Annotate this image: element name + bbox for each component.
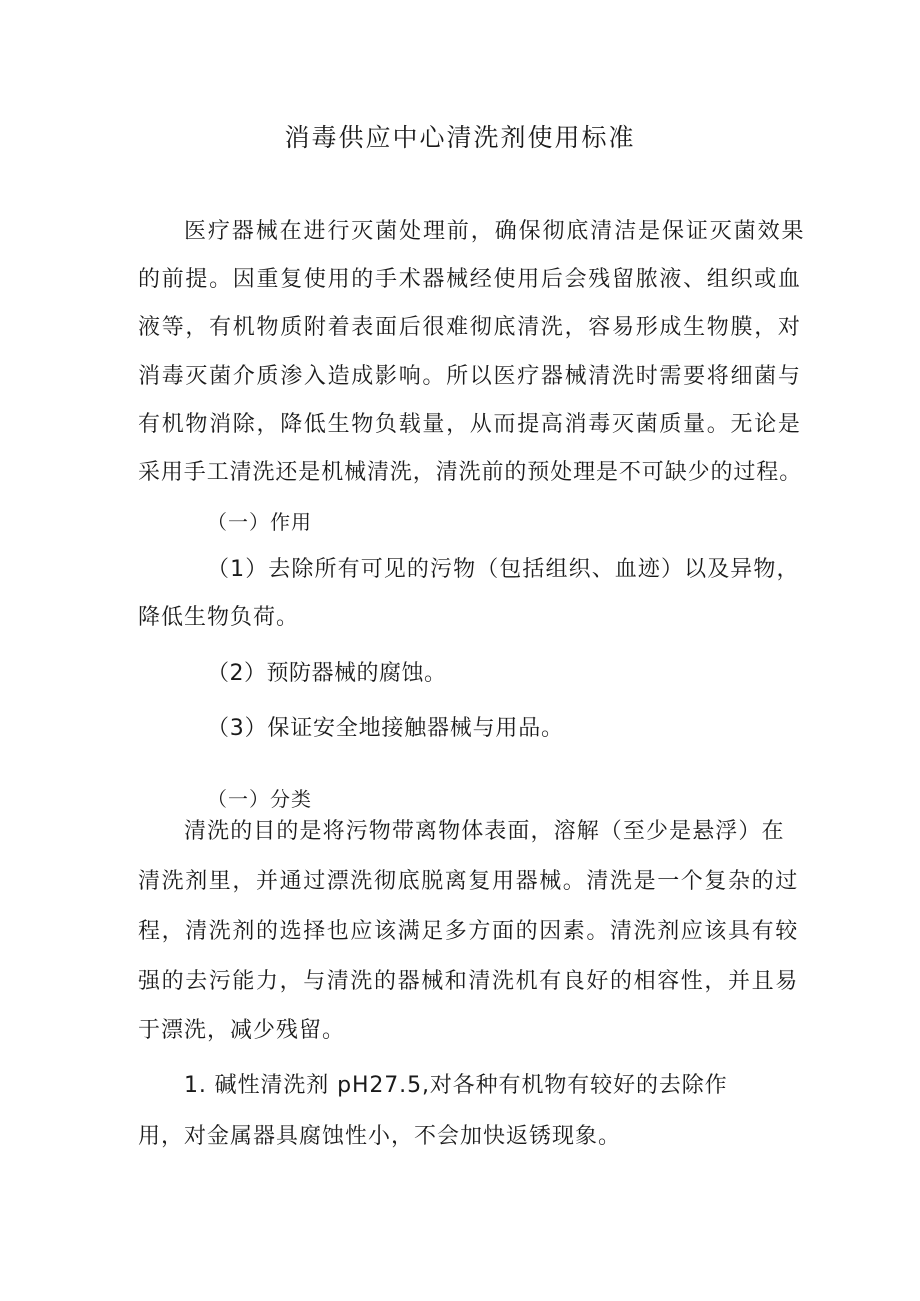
document-title: 消毒供应中心清洗剂使用标准 — [284, 123, 636, 152]
list-item: （1）去除所有可见的污物（包括组织、血迹）以及异物， — [207, 557, 800, 582]
list-item: （2）预防器械的腐蚀。 — [207, 661, 447, 686]
body-line: 强的去污能力，与清洗的器械和清洗机有良好的相容性，并且易 — [138, 969, 799, 994]
intro-line: 有机物消除，降低生物负载量，从而提高消毒灭菌质量。无论是 — [138, 412, 802, 437]
intro-line: 医疗器械在进行灭菌处理前，确保彻底清洁是保证灭菌效果 — [184, 219, 806, 244]
intro-line: 消毒灭菌介质渗入造成影响。所以医疗器械清洗时需要将细菌与 — [138, 364, 802, 389]
list-item: 1. 碱性清洗剂 pH27.5,对各种有机物有较好的去除作 — [184, 1073, 728, 1098]
section-heading: （一）作用 — [207, 510, 312, 534]
list-item-continuation: 用，对金属器具腐蚀性小，不会加快返锈现象。 — [138, 1124, 622, 1149]
list-item-continuation: 降低生物负荷。 — [138, 605, 300, 630]
intro-line: 的前提。因重复使用的手术器械经使用后会残留脓液、组织或血 — [138, 267, 802, 292]
body-line: 程，清洗剂的选择也应该满足多方面的因素。清洗剂应该具有较 — [138, 919, 799, 944]
body-line: 清洗的目的是将污物带离物体表面，溶解（至少是悬浮）在 — [184, 819, 785, 844]
intro-line: 采用手工清洗还是机械清洗，清洗前的预处理是不可缺少的过程。 — [138, 460, 803, 485]
body-line: 于漂洗，减少残留。 — [138, 1018, 346, 1043]
list-item: （3）保证安全地接触器械与用品。 — [207, 716, 564, 741]
section-heading: （一）分类 — [207, 787, 312, 811]
intro-line: 液等，有机物质附着表面后很难彻底清洗，容易形成生物膜，对 — [138, 315, 802, 340]
body-line: 清洗剂里，并通过漂洗彻底脱离复用器械。清洗是一个复杂的过 — [138, 869, 799, 894]
